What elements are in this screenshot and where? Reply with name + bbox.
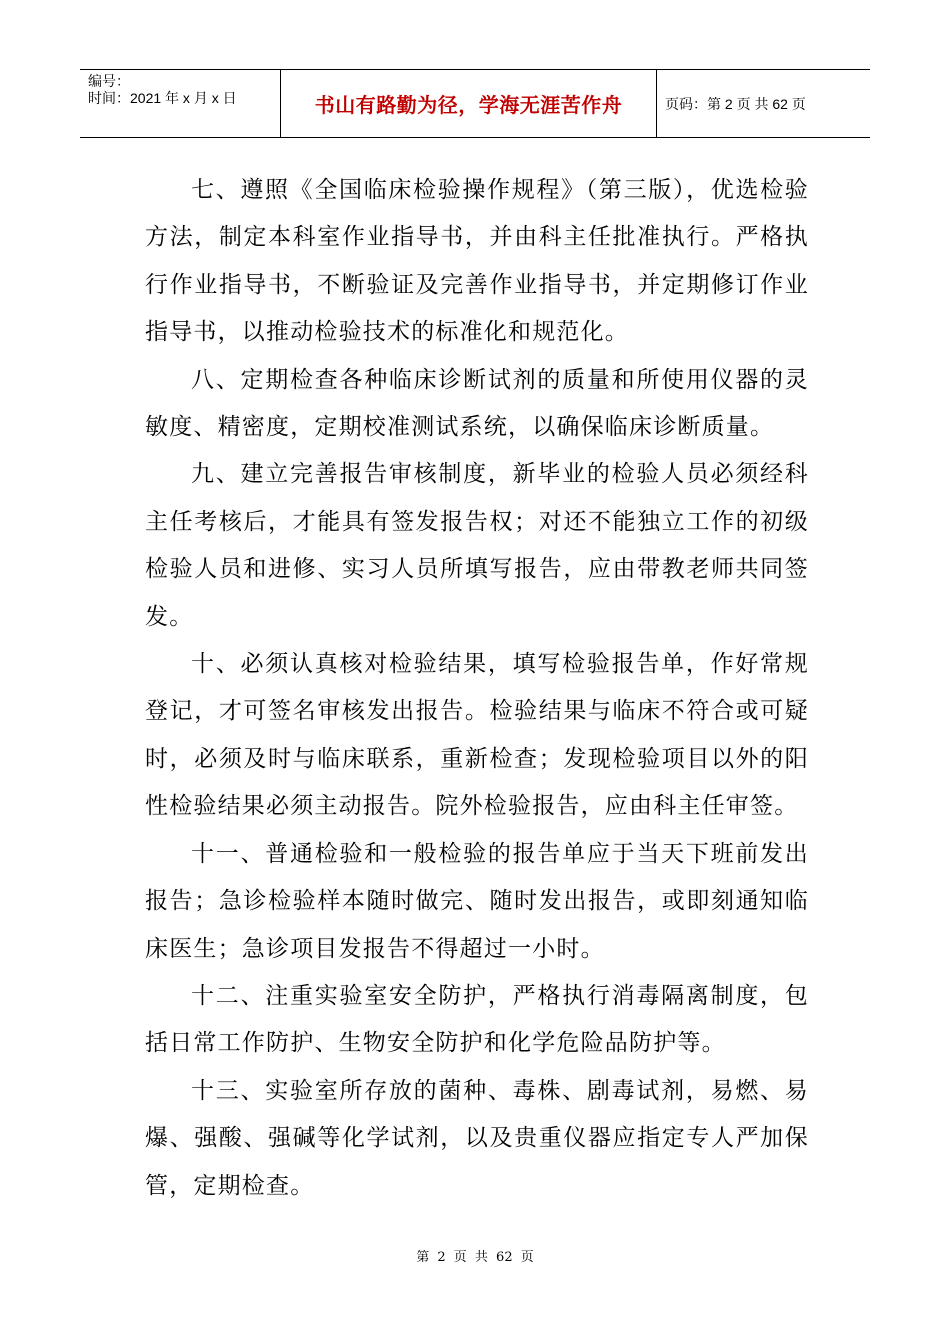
page-footer: 第 2 页 共 62 页 — [416, 1250, 534, 1265]
header-meta — [80, 70, 280, 137]
paragraph-10: 十、必须认真核对检验结果，填写检验报告单，作好常规登记，才可签名审核发出报告。检验结果与临床不符合或可疑时，必须及时与临床联系，重新检查；发现检验项目以外的阳性检验结果必须主动报告。院外检验报告，应由科主任审签。 — [145, 651, 809, 820]
header-motto: 书山有路勤为径，学海无涯苦作舟 — [280, 70, 657, 137]
date-line: 时间：2021 年 x 月 x 日 — [88, 90, 237, 106]
paragraph-8: 八、定期检查各种临床诊断试剂的质量和所使用仪器的灵敏度、精密度，定期校准测试系统，以确保临床诊断质量。 — [145, 366, 809, 441]
serial-label: 编号： — [88, 73, 130, 89]
paragraph-9: 九、建立完善报告审核制度，新毕业的检验人员必须经科主任考核后，才能具有签发报告权；对还不能独立工作的初级检验人员和进修、实习人员所填写报告，应由带教老师共同签发。 — [145, 461, 809, 630]
paragraph-11: 十一、普通检验和一般检验的报告单应于当天下班前发出报告；急诊检验样本随时做完、随时发出报告，或即刻通知临床医生；急诊项目发报告不得超过一小时。 — [145, 840, 809, 962]
page-header — [80, 69, 870, 138]
paragraph-7: 七、遵照《全国临床检验操作规程》（第三版），优选检验方法，制定本科室作业指导书，并由科主任批准执行。严格执行作业指导书，不断验证及完善作业指导书，并定期修订作业指导书，以推动检验技术的标准化和规范化。 — [145, 177, 809, 346]
document-body — [145, 167, 809, 1210]
paragraph-13: 十三、实验室所存放的菌种、毒株、剧毒试剂，易燃、易爆、强酸、强碱等化学试剂，以及贵重仪器应指定专人严加保管，定期检查。 — [145, 1077, 809, 1199]
header-page-info: 页码：第 2 页 共 62 页 — [665, 95, 806, 112]
paragraph-12: 十二、注重实验室安全防护，严格执行消毒隔离制度，包括日常工作防护、生物安全防护和化学危险品防护等。 — [145, 982, 809, 1057]
